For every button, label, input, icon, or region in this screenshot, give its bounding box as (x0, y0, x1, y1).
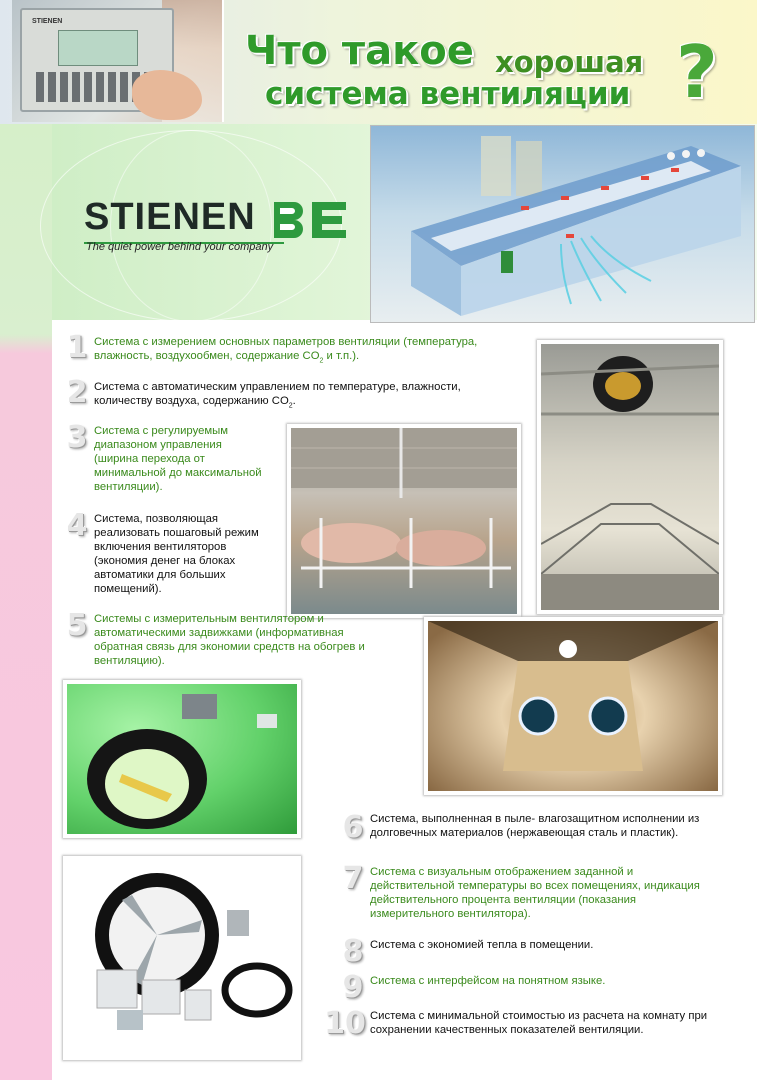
feature-text-7: Система с визуальным отображением заданной и действительной температуры во всех помещениях, индикация действительного процента вентиляции (показания измерительного вентилятора). (370, 866, 700, 920)
feature-text-1-sub: 2 (319, 357, 324, 365)
feature-number-5: 5 (66, 608, 88, 643)
feature-text-3: Система с регулируемым диапазоном управления (ширина перехода от минимальной до максимальной вентиляции). (94, 425, 262, 493)
page-title-line2: система вентиляции (265, 76, 631, 112)
be-logo-mark-icon (272, 200, 348, 240)
logo-wordmark: STIENEN (84, 196, 256, 238)
page-title-line1: Что такое (245, 28, 474, 74)
equipment-kit-drawing-icon (67, 860, 297, 1056)
inlet-tunnel-photo (424, 617, 722, 795)
feature-number-8: 8 (342, 934, 364, 969)
feature-number-7: 7 (342, 861, 364, 896)
barn-interior-drawing-icon (541, 344, 719, 610)
feature-number-6: 6 (342, 810, 364, 845)
question-mark: ? (676, 30, 718, 114)
left-pink-band (0, 124, 52, 1080)
feature-text-2-tail: . (292, 395, 296, 407)
feature-number-4: 4 (66, 508, 88, 543)
feature-text-1-tail: и т.п.). (323, 350, 360, 362)
feature-text-4: Система, позволяющая реализовать пошаговый режим включения вентиляторов (экономия денег на блоках автоматики для больших помещений). (94, 513, 259, 595)
measuring-fan-drawing-icon (67, 684, 297, 834)
barn-interior-photo (537, 340, 723, 614)
feature-number-9: 9 (342, 970, 364, 1005)
feature-number-3: 3 (66, 420, 88, 455)
feature-text-6: Система, выполненная в пыле- влагозащитном исполнении из долговечных материалов (нержавеющая сталь и пластик). (370, 813, 700, 839)
feature-text-2-main: Система с автоматическим управлением по температуре, влажности, количеству воздуха, содержанию CO (94, 381, 461, 407)
barn-ventilation-illustration (370, 125, 755, 323)
measuring-fan-photo (63, 680, 301, 838)
stienen-logo (84, 196, 364, 256)
feature-text-1-main: Система с измерением основных параметров вентиляции (температура, влажность, воздухообмен, содержание CO (94, 336, 478, 362)
feature-text-8: Система с экономией тепла в помещении. (370, 939, 594, 951)
equipment-kit-photo (63, 856, 301, 1060)
panel-display (58, 30, 138, 66)
pig-pen-drawing-icon (291, 428, 517, 614)
barn-drawing-icon (371, 126, 754, 322)
inlet-tunnel-drawing-icon (428, 621, 718, 791)
feature-text-10: Система с минимальной стоимостью из расчета на комнату при сохранении качественных показателей вентиляции. (370, 1010, 708, 1036)
feature-text-9: Система с интерфейсом на понятном языке. (370, 975, 606, 987)
feature-text-5: Системы с измерительным вентилятором и автоматическими задвижками (информативная обратная связь для экономии средств на обогрев и вентиляцию). (94, 613, 365, 667)
controller-photo (12, 0, 224, 122)
feature-text-1 (94, 335, 514, 368)
feature-number-2: 2 (66, 375, 88, 410)
feature-number-10: 10 (324, 1006, 366, 1041)
feature-text-2-sub: 2 (288, 402, 293, 410)
feature-text-2 (94, 380, 504, 413)
pig-pen-photo (287, 424, 521, 618)
panel-brand-label: STIENEN (32, 18, 63, 25)
logo-tagline: The quiet power behind your company (86, 241, 274, 253)
feature-number-1: 1 (66, 330, 88, 365)
page-title-good: хорошая (495, 45, 644, 79)
